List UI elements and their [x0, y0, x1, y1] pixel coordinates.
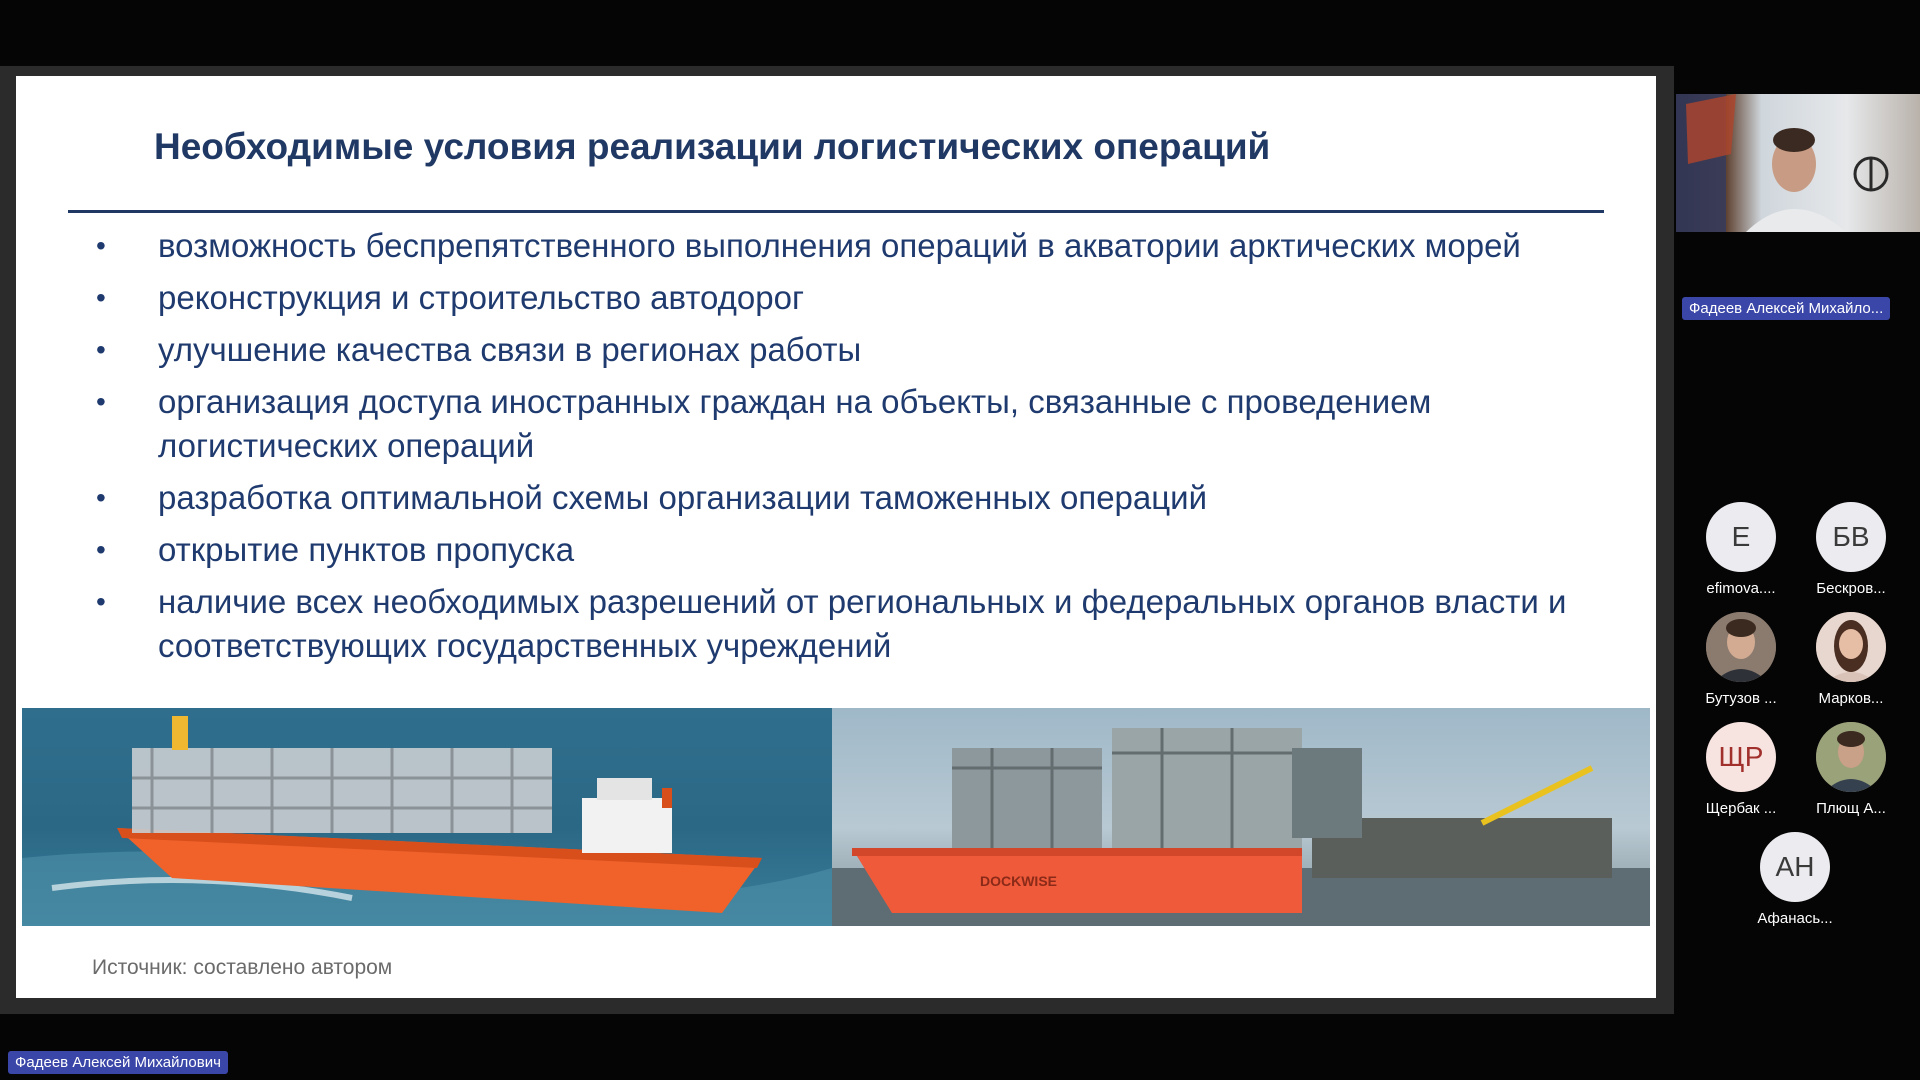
participant-name: Бескров...: [1816, 580, 1886, 597]
avatar: АН: [1760, 832, 1830, 902]
avatar: [1706, 612, 1776, 682]
bullet-item: [96, 580, 1616, 668]
presenter-video[interactable]: [1676, 94, 1920, 232]
participant-tile[interactable]: [1796, 722, 1906, 817]
avatar: [1816, 722, 1886, 792]
bullet-marker: •: [96, 586, 106, 617]
bullet-item: [96, 476, 1616, 520]
bullet-item: [96, 276, 1616, 320]
bullet-list: [96, 224, 1616, 676]
presenter-name-tag: Фадеев Алексей Михайло...: [1682, 297, 1890, 320]
bullet-text: организация доступа иностранных граждан на объекты, связанные с проведением логистических операций: [158, 383, 1432, 464]
participant-tile[interactable]: [1740, 832, 1850, 927]
bullet-marker: •: [96, 534, 106, 565]
avatar: БВ: [1816, 502, 1886, 572]
screen-share-frame: [0, 66, 1674, 1014]
bullet-marker: •: [96, 282, 106, 313]
participant-tile[interactable]: [1796, 612, 1906, 707]
participant-name: Бутузов ...: [1705, 690, 1777, 707]
avatar: E: [1706, 502, 1776, 572]
ship-photo-sea: [22, 708, 832, 926]
bullet-marker: •: [96, 230, 106, 261]
bullet-item: [96, 380, 1616, 468]
bullet-marker: •: [96, 482, 106, 513]
participant-name: Плющ А...: [1816, 800, 1886, 817]
avatar: ЩР: [1706, 722, 1776, 792]
participant-name: Щербак ...: [1705, 800, 1777, 817]
participant-tile[interactable]: [1686, 502, 1796, 597]
participant-name: efimova....: [1706, 580, 1776, 597]
participant-tile[interactable]: [1686, 612, 1796, 707]
bullet-item: [96, 528, 1616, 572]
bullet-item: [96, 328, 1616, 372]
bullet-text: улучшение качества связи в регионах работы: [158, 331, 862, 368]
slide-title: Необходимые условия реализации логистических операций: [154, 126, 1271, 167]
participant-tile[interactable]: [1796, 502, 1906, 597]
avatar: [1816, 612, 1886, 682]
bullet-text: возможность беспрепятственного выполнения операций в акватории арктических морей: [158, 227, 1521, 264]
ship-hull-label: DOCKWISE: [980, 873, 1057, 889]
ship-photo-port: [832, 708, 1650, 926]
bullet-text: наличие всех необходимых разрешений от региональных и федеральных органов власти и соответствующих государственных учреждений: [158, 583, 1567, 664]
source-caption: Источник: составлено автором: [92, 956, 393, 979]
bullet-marker: •: [96, 386, 106, 417]
participant-tile[interactable]: [1686, 722, 1796, 817]
bullet-text: разработка оптимальной схемы организации таможенных операций: [158, 479, 1208, 516]
bullet-marker: •: [96, 334, 106, 365]
bullet-item: [96, 224, 1616, 268]
participant-name: Афанась...: [1757, 910, 1833, 927]
bullet-text: реконструкция и строительство автодорог: [158, 279, 804, 316]
active-speaker-name-tag: Фадеев Алексей Михайлович: [8, 1051, 228, 1074]
presentation-slide: [16, 76, 1656, 998]
title-divider: [68, 210, 1604, 213]
bullet-text: открытие пунктов пропуска: [158, 531, 575, 568]
participant-name: Марков...: [1818, 690, 1884, 707]
